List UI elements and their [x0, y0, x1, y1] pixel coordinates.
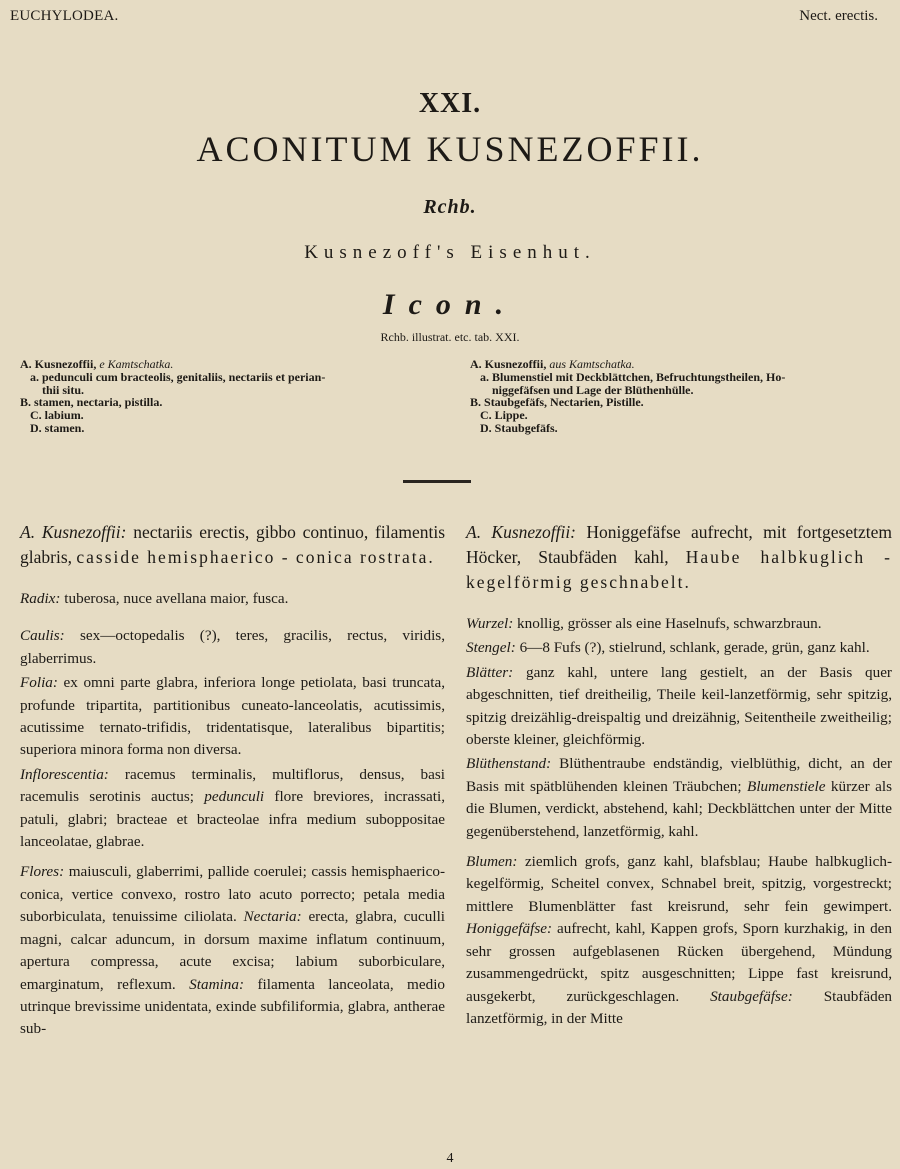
- german-bluethenstand: Blüthenstand: Blüthentraube endständig, vielblüthig, dicht, an der Basis mit spätblühenden kleinen Träubchen; Blumenstiele kürzer als die Blumen, verdickt, abstehend, kahl; Deckblättchen unter der Mitte gegenüberstehend, lanzetförmig, kahl.: [466, 755, 893, 840]
- legend-item: D. Staubgefäfs.: [480, 420, 558, 435]
- latin-inflorescentia: Inflorescentia: racemus terminalis, multiflorus, densus, basi racemulis serotinis auctus; pedunculi flore breviores, incrassati, patuli, glabri; bracteae et bracteolae infra medium suboppositae lanceolatae, glabrae.: [20, 765, 446, 851]
- plate-legend-german: [470, 358, 890, 435]
- plate-legend-latin: [20, 358, 445, 435]
- legend-item: C. Lippe.: [480, 408, 528, 423]
- legend-item: B. stamen, nectaria, pistilla.: [20, 395, 163, 410]
- author-abbreviation: Rchb.: [423, 196, 477, 218]
- legend-item: C. labium.: [30, 408, 84, 423]
- running-head-right: Nect. erectis.: [799, 8, 878, 24]
- latin-diagnosis: A. Kusnezoffii: nectariis erectis, gibbo continuo, filamentis glabris, casside hemisphaerico - conica rostrata.: [20, 522, 446, 567]
- legend-item: B. Staubgefäfs, Nectarien, Pistille.: [470, 395, 644, 410]
- legend-item: A. Kusnezoffii, aus Kamtschatka.: [470, 357, 635, 371]
- icon-reference: Rchb. illustrat. etc. tab. XXI.: [380, 330, 520, 344]
- german-wurzel: Wurzel: knollig, grösser als eine Haselnufs, schwarzbraun.: [466, 615, 822, 632]
- german-blumen: Blumen: ziemlich grofs, ganz kahl, blafsblau; Haube halbkuglich-kegelförmig, Scheitel convex, Schnabel breit, spitzig, vorgestreckt; mittlere Blumenblätter fast kreisrund, sehr fein gewimpert. Honiggefäfse: aufrecht, kahl, Kappen grofs, Sporn kurzhakig, in den sehr grossen aufgeblasenen Rücken übergehend, Mündung zusammengedrückt, spitz ausgeschnitten; Lippe fast kreisrund, ausgekerbt, zurückgeschlagen. Staubgefäfse: Staubfäden lanzetförmig, in der Mitte: [466, 853, 893, 1027]
- icon-heading: Icon.: [382, 288, 518, 321]
- latin-caulis: Caulis: sex—octopedalis (?), teres, gracilis, rectus, viridis, glaberrimus.: [20, 627, 446, 667]
- vernacular-name: Kusnezoff's Eisenhut.: [304, 242, 596, 263]
- page-number: 4: [446, 1151, 454, 1166]
- running-head: [10, 8, 878, 32]
- latin-column: [20, 520, 445, 1041]
- german-blaetter: Blätter: ganz kahl, untere lang gestielt, an der Basis quer abgeschnitten, tief dreitheilig, Theile keil-lanzetförmig, sehr spitzig, spitzig dreizählig-dreispaltig und dreizähnig, Seitentheile zweitheilig; oberste kleiner, gleichförmig.: [466, 663, 892, 749]
- legend-item: thii situ.: [42, 382, 85, 397]
- german-column: [466, 520, 892, 1030]
- running-head-left: EUCHYLODEA.: [10, 8, 119, 24]
- legend-item: a. Blumenstiel mit Deckblättchen, Befruchtungstheilen, Ho-: [480, 369, 786, 384]
- section-divider: [403, 480, 471, 483]
- german-diagnosis: A. Kusnezoffii: Honiggefäfse aufrecht, mit fortgesetztem Höcker, Staubfäden kahl, Haube halbkuglich - kegelförmig geschnabelt.: [466, 522, 893, 592]
- latin-radix: Radix: tuberosa, nuce avellana maior, fusca.: [20, 590, 289, 607]
- legend-item: a. pedunculi cum bracteolis, genitaliis, nectariis et perian-: [30, 369, 326, 384]
- latin-folia: Folia: ex omni parte glabra, inferiora longe petiolata, basi truncata, profunde tripartita, partitionibus cuneato-lanceolatis, acutissimis, acutissime ternato-trifidis, tridentatisque, lateralibus bipartitis; superiora minora forma non diversa.: [20, 674, 446, 759]
- german-stengel: Stengel: 6—8 Fufs (?), stielrund, schlank, gerade, grün, ganz kahl.: [466, 639, 870, 657]
- latin-flores: Flores: maiusculi, glaberrimi, pallide coerulei; cassis hemisphaerico-conica, vertice convexo, rostro lato acuto porrecto; petala media suborbiculata, tenuissime ciliolata. Nectaria: erecta, glabra, cuculli magni, calcar aduncum, in dorsum maxime inflatum continuum, apertura compressa, acute excisa; labium suborbiculare, emarginatum, reflexum. Stamina: filamenta lanceolata, medio utrinque brevissime unidentata, exinde subfiliformia, glabra, antherae sub-: [20, 863, 446, 1038]
- legend-item: A. Kusnezoffii, e Kamtschatka.: [20, 357, 174, 371]
- plate-number: XXI.: [418, 88, 482, 119]
- legend-item: D. stamen.: [30, 420, 85, 435]
- species-title: ACONITUM KUSNEZOFFII.: [196, 129, 704, 169]
- legend-item: niggefäfsen und Lage der Blüthenhülle.: [492, 382, 694, 397]
